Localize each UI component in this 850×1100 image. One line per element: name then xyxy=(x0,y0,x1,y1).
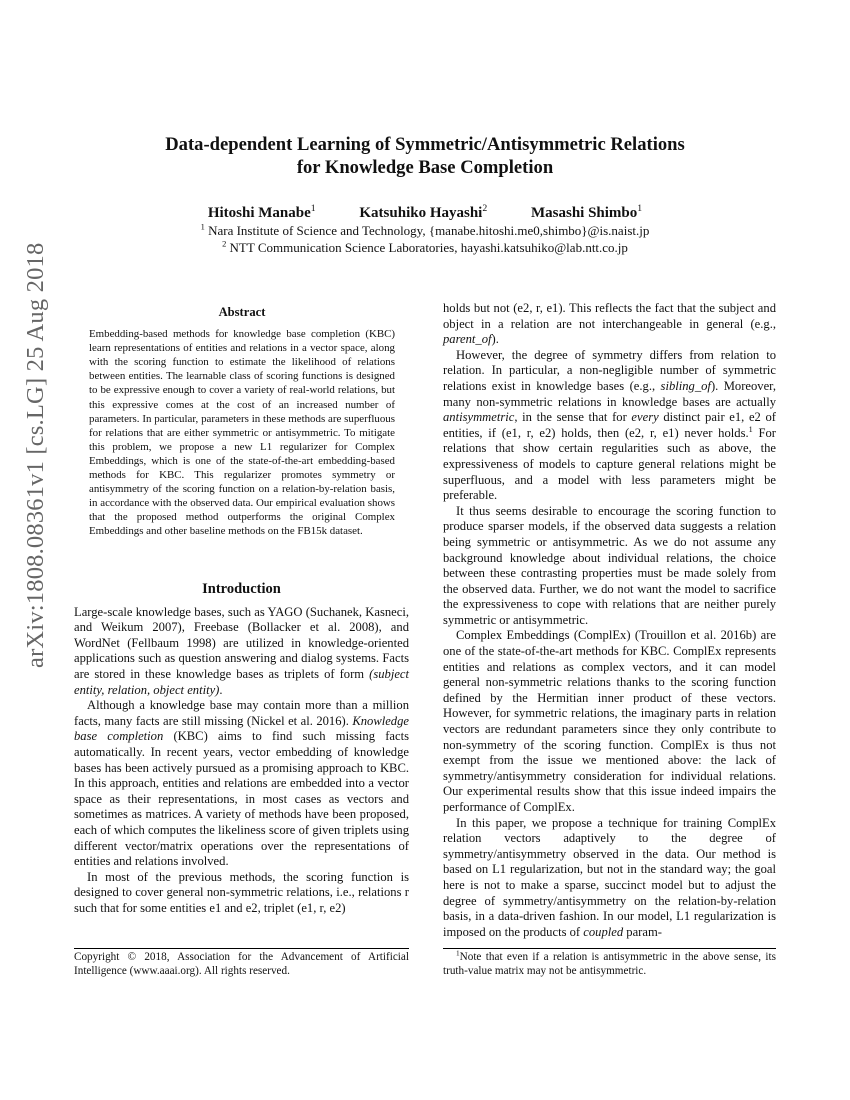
abstract-text: Embedding-based methods for knowledge base completion (KBC) learn representations of entities and relations in a vector space, along with the scoring function to estimate the likelihood of relations between entities. The learnable class of scoring functions is designed to be expressive enough to cover a variety of real-world relations, but this expressive comes at the cost of an increased number of parameters. In particular, parameters in these methods are superfluous for relations that are either symmetric or antisymmetric. To mitigate this problem, we propose a new L1 regularizer for Complex Embeddings, which is one of the state-of-the-art embedding-based methods for KBC. This regularizer promotes symmetry or antisymmetry of the scoring function on a relation-by-relation basis, in accordance with the observed data. Our empirical evaluation shows that the proposed method outperforms the original Complex Embeddings and other baseline methods on the FB15k dataset. xyxy=(89,328,395,538)
author-2: Katsuhiko Hayashi$^2$ xyxy=(359,203,488,221)
author-list xyxy=(75,205,775,222)
title-line-2: for Knowledge Base Completion xyxy=(296,157,554,178)
author-1: Hitoshi Manabe$^1$ xyxy=(207,203,316,221)
introduction-section xyxy=(74,582,409,916)
arxiv-identifier-text: arXiv:1808.08361v1 [cs.LG] 25 Aug 2018 xyxy=(22,242,49,668)
copyright-notice: Copyright © 2018, Association for the Advancement of Artificial Intelligence (www.aaai.org). All rights reserved. xyxy=(74,948,409,978)
right-paragraph-5: In this paper, we propose a technique for training ComplEx relation vectors adaptively to the degree of symmetry/antisymmetry observed in the data. Our method is based on L1 regularization, but not in the standard way; the goal here is not to make a sparse, succinct model but to adjust the degree of symmetry/antisymmetry on the relation-by-relation basis, in a data-driven fashion. In our model, L1 regularization is imposed on the products of coupled param- xyxy=(443,815,776,939)
paper-title xyxy=(75,133,775,179)
footnote-1: $^1$Note that even if a relation is antisymmetric in the above sense, its truth-value matrix may not be antisymmetric. xyxy=(443,949,776,977)
affiliation-1: $^1$ Nara Institute of Science and Technology, {manabe.hitoshi.me0,shimbo}@is.naist.jp xyxy=(200,221,650,238)
footnote-marker: 1 xyxy=(748,424,753,434)
title-line-1: Data-dependent Learning of Symmetric/Antisymmetric Relations xyxy=(165,134,685,155)
right-paragraph-2: However, the degree of symmetry differs from relation to relation. In particular, a non-negligible number of symmetric relations exist in knowledge bases (e.g., sibling_of). Moreover, many non-symmetric relations in knowledge bases are actually antisymmetric, in the sense that for every distinct pair e1, e2 of entities, if (e1, r, e2) holds, then (e2, r, e1) never holds.$^1$ For relations that show certain regularities such as above, the expressiveness of models to capture general relations might be superfluous, and a model with less parameters might be preferable. xyxy=(443,347,777,503)
intro-paragraph-1: Large-scale knowledge bases, such as YAGO (Suchanek, Kasneci, and Weikum 2007), Freebase (Bollacker et al. 2008), and WordNet (Fellbaum 1998) are utilized in knowledge-oriented applications such as question answering and dialog systems. Facts are stored in these knowledge bases as triplets of form (subject entity, relation, object entity). xyxy=(74,604,409,697)
intro-paragraph-3: In most of the previous methods, the scoring function is designed to cover general non-symmetric relations, i.e., relations r such that for some entities e1 and e2, triplet (e1, r, e2) xyxy=(74,869,409,915)
right-paragraph-4: Complex Embeddings (ComplEx) (Trouillon et al. 2016b) are one of the state-of-the-art methods for KBC. ComplEx represents entities and relations as complex vectors, and it can model general non-symmetric relations thanks to the scoring function defined by the Hermitian inner product of these vectors. However, for symmetric relations, the imaginary parts in relation vectors are redundant parameters since they only contribute to non-symmetry of the scoring function. ComplEx is thus not exempt from the issue we mentioned above: the lack of symmetry/antisymmetry consideration for individual relations. Our experimental results show that this issue indeed impairs the performance of ComplEx. xyxy=(443,628,776,814)
abstract-heading: Abstract xyxy=(218,305,266,319)
affiliation-2: $^2$ NTT Communication Science Laboratories, hayashi.katsuhiko@lab.ntt.co.jp xyxy=(222,238,628,255)
intro-paragraph-2: Although a knowledge base may contain more than a million facts, many facts are still missing (Nickel et al. 2016). Knowledge base completion (KBC) aims to find such missing facts automatically. In recent years, vector embedding of knowledge bases has been actively pursued as a promising approach to KBC. In this approach, entities and relations are embedded into a vector space as their representations, in most cases as vectors and sometimes as matrices. A variety of methods have been proposed, each of which computes the likeliness score of given triplets using different vector/matrix operations over the representations of entities and relations involved. xyxy=(74,698,409,869)
author-3: Masashi Shimbo$^1$ xyxy=(530,203,643,221)
right-paragraph-1: holds but not (e2, r, e1). This reflects the fact that the subject and object in a relation are not interchangeable in general (e.g., parent_of). xyxy=(443,301,776,347)
abstract-section xyxy=(89,305,395,539)
right-paragraph-3: It thus seems desirable to encourage the scoring function to produce sparser models, if the observed data suggests a relation being symmetric or antisymmetric. As we do not assume any background knowledge about individual relations, the choice between these contrasting properties must be made solely from the observed data. Further, we do not want the model to sacrifice the expressiveness to cope with relations that are neither purely symmetric or antisymmetric. xyxy=(443,503,776,627)
introduction-heading: Introduction xyxy=(202,581,281,597)
right-column xyxy=(443,301,776,940)
